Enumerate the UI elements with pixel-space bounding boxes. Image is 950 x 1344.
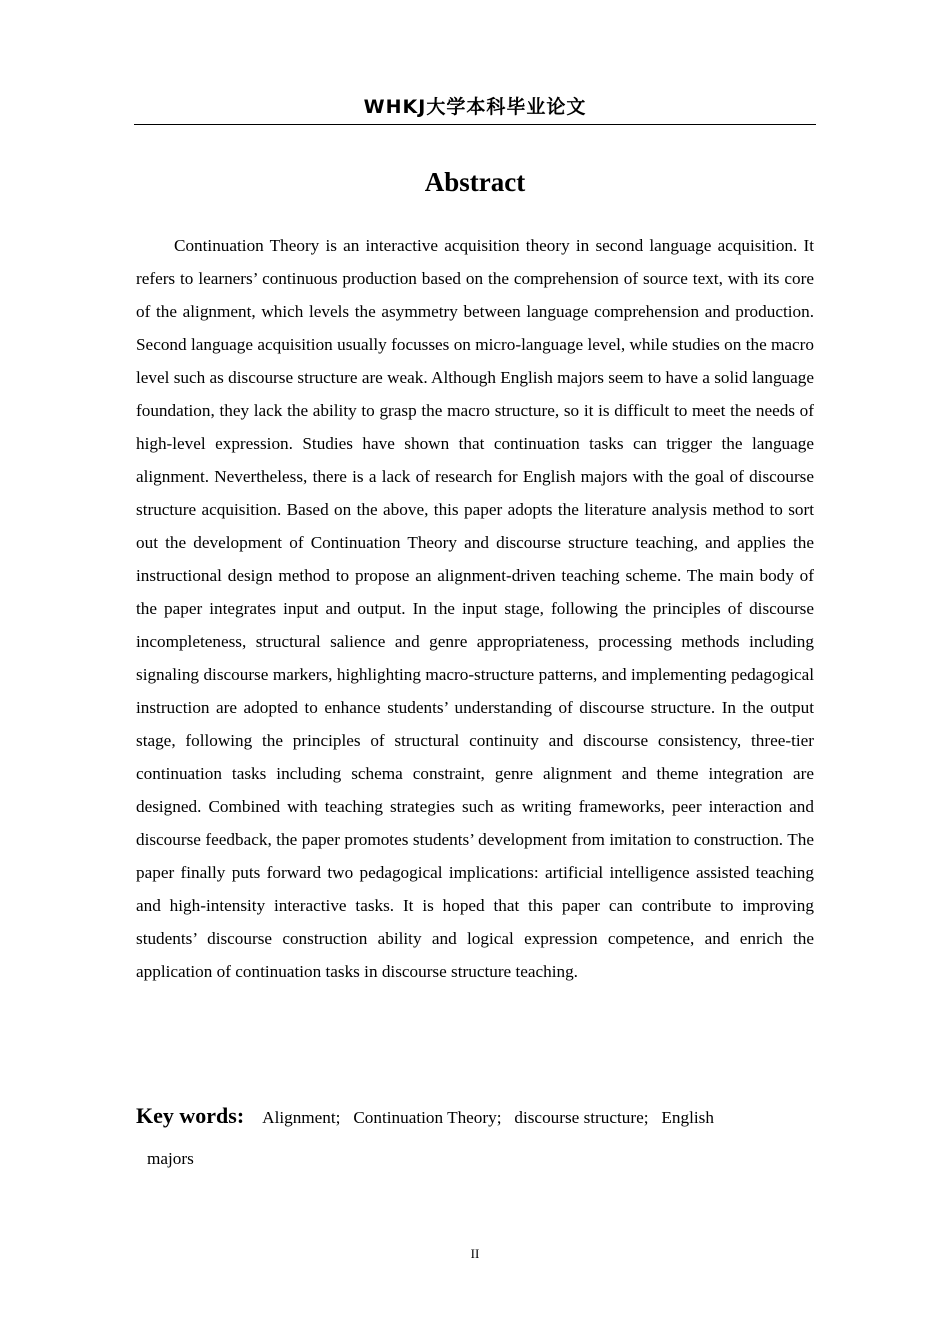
keywords-list-continuation: majors: [147, 1149, 194, 1168]
abstract-heading: Abstract: [424, 167, 526, 197]
abstract-body-paragraph: Continuation Theory is an interactive acquisition theory in second language acquisition. It refers to learners’ continuous production based on the comprehension of source text, with its core of the alignment, which levels the asymmetry between language comprehension and production. Second language acquisition usually focusses on micro-language level, while studies on the macro level such as discourse structure are weak. Although English majors seem to have a solid language foundation, they lack the ability to grasp the macro structure, so it is difficult to meet the needs of high-level expression. Studies have shown that continuation tasks can trigger the language alignment. Nevertheless, there is a lack of research for English majors with the goal of discourse structure acquisition. Based on the above, this paper adopts the literature analysis method to sort out the development of Continuation Theory and discourse structure teaching, and applies the instructional design method to propose an alignment-driven teaching scheme. The main body of the paper integrates input and output. In the input stage, following the principles of discourse incompleteness, structural salience and genre appropriateness, processing methods including signaling discourse markers, highlighting macro-structure patterns, and implementing pedagogical instruction are adopted to enhance students’ understanding of discourse structure. In the output stage, following the principles of structural continuity and discourse consistency, three-tier continuation tasks including schema constraint, genre alignment and theme integration are designed. Combined with teaching strategies such as writing frameworks, peer interaction and discourse feedback, the paper promotes students’ development from imitation to construction. The paper finally puts forward two pedagogical implications: artificial intelligence assisted teaching and high-intensity interactive tasks. It is hoped that this paper can contribute to improving students’ discourse construction ability and logical expression competence, and enrich the application of continuation tasks in discourse structure teaching.: [136, 236, 814, 981]
running-header-title: WHKJ大学本科毕业论文: [363, 96, 587, 118]
keywords-label: Key words:: [136, 1103, 245, 1128]
keywords-list: Alignment; Continuation Theory; discourse structure; English: [262, 1108, 714, 1127]
header-divider: [134, 124, 816, 125]
page-number: II: [470, 1246, 480, 1261]
keywords-line: [136, 1098, 814, 1136]
